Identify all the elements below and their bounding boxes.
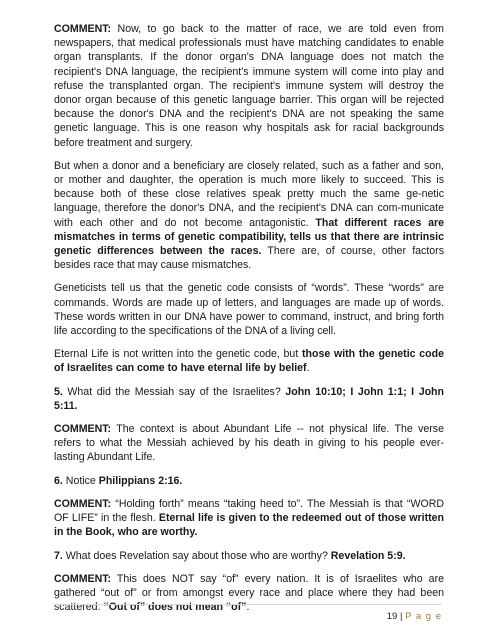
paragraph [54, 385, 444, 413]
text-run: What does Revelation say about those who are worthy? [62, 549, 331, 562]
paragraph [54, 159, 444, 273]
text-run: What did the Messiah say of the Israelites? [62, 385, 286, 398]
paragraph [54, 572, 444, 615]
page-label: P a g e [405, 611, 442, 622]
bold-text-run: Eternal life is given to the redeemed out of those written in the Book, who are worthy. [54, 512, 445, 539]
bold-text-run: John 10:10; I John 1:1; I John 5:11. [54, 385, 444, 412]
bold-text-run: 7. [54, 549, 63, 562]
bold-text-run: COMMENT: [54, 497, 112, 510]
bold-text-run: COMMENT: [54, 572, 112, 585]
bold-text-run: Philippians 2:16. [98, 474, 183, 487]
text-run: There are, of course, other factors besides race that may cause mismatches. [54, 245, 444, 272]
bold-text-run: 5. [54, 385, 63, 398]
bold-text-run: COMMENT: [54, 23, 112, 35]
text-run: Now, to go back to the matter of race, we are told even from newspapers, that medical professionals must have matching candidates to enable organ transplants. If the donor organ's DNA language does not match the recipient's DNA language, the recipient's immune system will come into play and refuse the transplanted organ. The recipient's immune system will destroy the donor organ because of this genetic language barrier. This organ will be rejected because the donor's DNA and the recipient's DNA are not speaking the same genetic language. This is one reason why hospitals ask for racial backgrounds before treatment and surgery. [54, 23, 444, 149]
text-run: Eternal Life is not written into the genetic code, but [54, 348, 302, 361]
paragraph [54, 347, 444, 375]
text-run: Geneticists tell us that the genetic code consists of “words”. These “words” are commands. Words are made up of letters, and languages are made up of words. These words written in our DNA have power to command, instruct, and bring forth life according to the specifications of the DNA of a living cell. [54, 282, 444, 338]
footer-separator: | [397, 611, 406, 622]
bold-text-run: 6. [54, 474, 63, 487]
paragraph [54, 22, 444, 150]
text-run: . [246, 601, 250, 614]
paragraph [54, 281, 444, 338]
bold-text-run: COMMENT: [54, 423, 112, 436]
paragraph [54, 474, 444, 488]
text-run: The context is about Abundant Life -- not physical life. The verse refers to what the Messiah achieved by his death in giving to his people ever-lasting Abundant Life. [54, 423, 444, 464]
footer-divider [54, 604, 442, 605]
document-body [54, 22, 444, 623]
paragraph [54, 422, 444, 465]
text-run: “Holding forth” means “taking heed to”. The Messiah is that “WORD OF LIFE” in the flesh. [54, 497, 444, 525]
bold-text-run: That different races are mismatches in terms of genetic compatibility, tells us that there are intrinsic genetic differences between the races. [54, 216, 444, 258]
bold-text-run: Revelation 5:9. [330, 549, 406, 562]
page-number: 19 [386, 611, 398, 622]
paragraph [54, 549, 444, 563]
text-run: Notice [62, 474, 99, 487]
text-run: But when a donor and a beneficiary are closely related, such as a father and son, or mother and daughter, the operation is much more likely to succeed. This is because both of these close relatives speak pretty much the same ge-netic language, therefore the donor's DNA, and the recipient's DNA can com-municate with each other and do not become antagonistic. [54, 159, 444, 229]
paragraph [54, 497, 444, 540]
bold-text-run: those with the genetic code of Israelites can come to have eternal life by belief [54, 348, 444, 375]
text-run: . [306, 362, 310, 375]
text-run: This does NOT say “of” every nation. It is of Israelites who are gathered “out of” or from amongst every race and place where they had been scattered. [54, 572, 444, 614]
page-footer [387, 611, 442, 622]
bold-text-run: “Out of” does not mean “of” [103, 601, 247, 614]
